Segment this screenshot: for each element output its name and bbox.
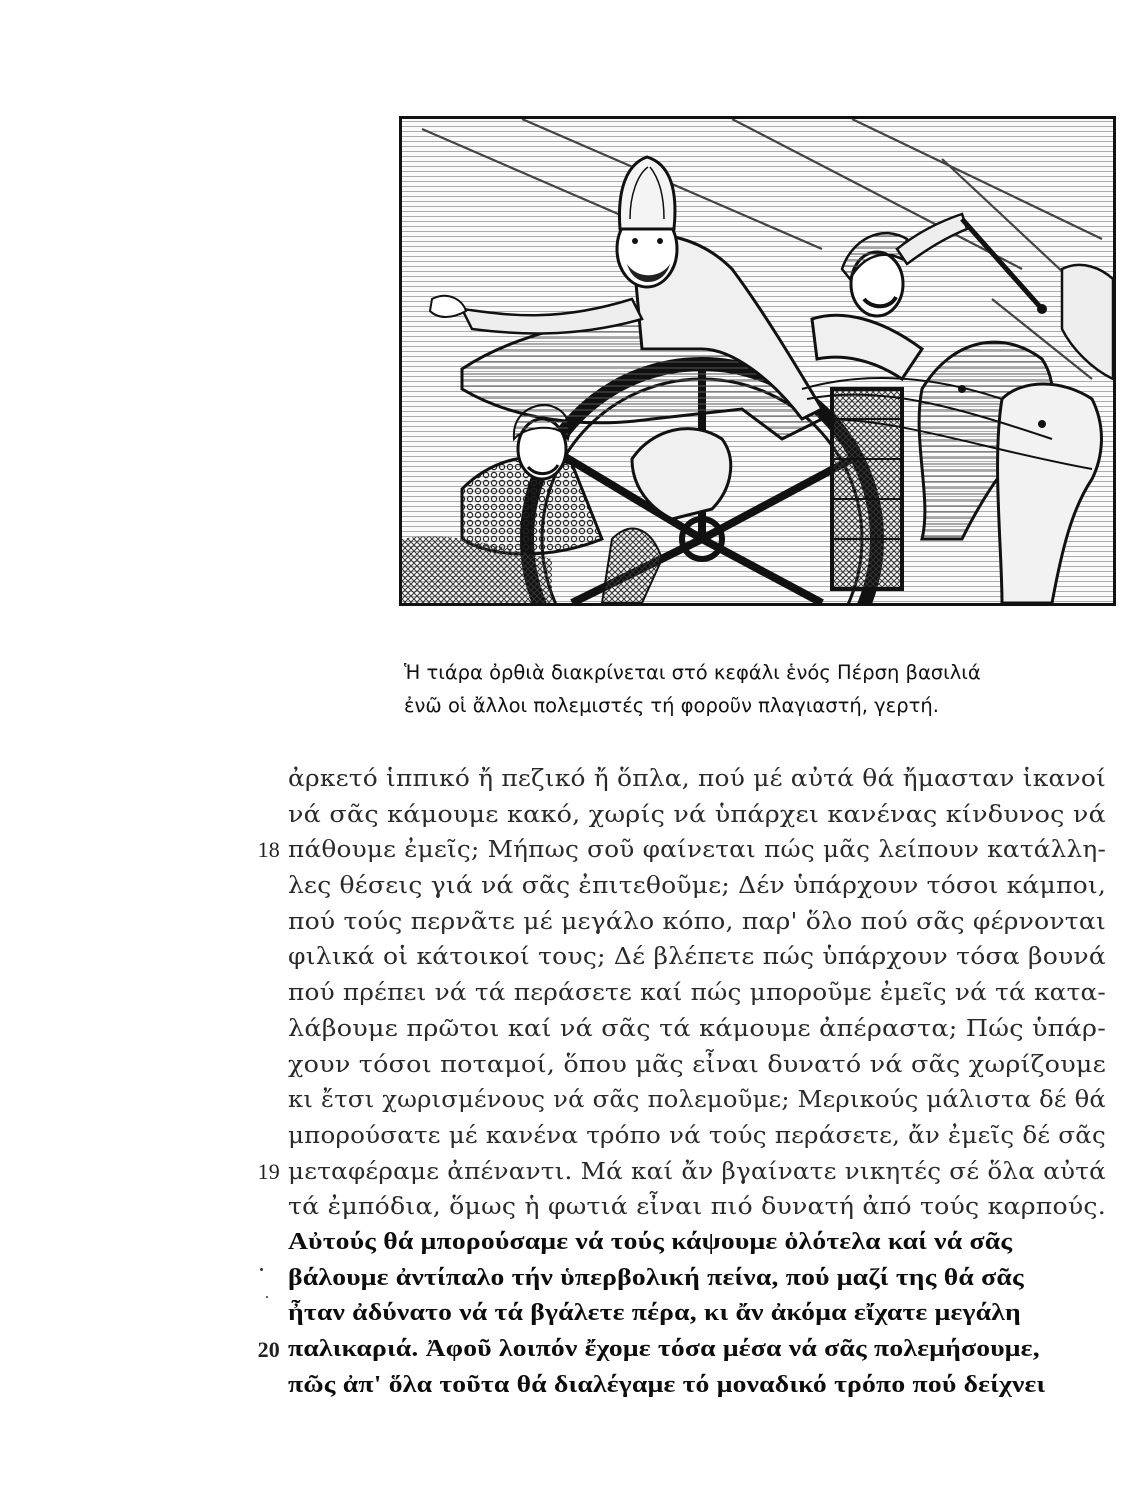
- text-line-content: παλικαριά. Ἀφοῦ λοιπόν ἔχομε τόσα μέσα νά σᾶς πολεμήσουμε,: [288, 1336, 1040, 1362]
- text-line-content: φιλικά οἱ κάτοικοί τους; Δέ βλέπετε πώς ὑπάρχουν τόσα βουνά: [288, 942, 1106, 971]
- engraving-illustration: [399, 116, 1116, 606]
- text-line: [288, 1082, 1108, 1118]
- text-line: [288, 1189, 1108, 1225]
- text-line: [288, 904, 1108, 940]
- text-line-content: ἀρκετό ἱππικό ἤ πεζικό ἤ ὅπλα, πού μέ αὐτά θά ἤμασταν ἱκανοί: [288, 764, 1106, 792]
- text-line: [288, 1118, 1108, 1154]
- text-line-content: κι ἔτσι χωρισμένους νά σᾶς πολεμοῦμε; Μερικούς μάλιστα δέ θά: [288, 1085, 1106, 1114]
- text-line: [288, 797, 1108, 833]
- text-line-content: Αὐτούς θά μπορούσαμε νά τούς κάψουμε ὁλότελα καί νά σᾶς: [288, 1228, 1013, 1255]
- caption-line-1: Ἡ τιάρα ὀρθιὰ διακρίνεται στό κεφάλι ἑνός Πέρση βασιλιά: [404, 661, 981, 684]
- text-line-content: πάθουμε ἐμεῖς; Μήπως σοῦ φαίνεται πώς μᾶς λείπουν κατάλλη-: [288, 835, 1107, 864]
- text-line: [288, 975, 1108, 1011]
- text-line: [288, 761, 1108, 797]
- text-line: [288, 1368, 1108, 1404]
- text-line: [257, 832, 1108, 868]
- text-line-content: νά σᾶς κάμουμε κακό, χωρίς νά ὑπάρχει κανένας κίνδυνος νά: [288, 799, 1106, 828]
- text-line-content: πῶς ἀπ' ὅλα τοῦτα θά διαλέγαμε τό μοναδικό τρόπο πού δείχνει: [288, 1371, 1046, 1398]
- text-line: [257, 1154, 1108, 1190]
- text-line-content: μεταφέραμε ἀπέναντι. Μά καί ἄν βγαίνατε νικητές σέ ὅλα αὐτά: [288, 1156, 1106, 1185]
- text-line: [288, 1225, 1108, 1261]
- line-number: 19: [257, 1158, 280, 1184]
- text-line-content: λάβουμε πρῶτοι καί νά σᾶς τά κάμουμε ἀπέραστα; Πώς ὑπάρ-: [288, 1013, 1107, 1042]
- text-line: [288, 939, 1108, 975]
- illustration-caption: [404, 656, 1104, 722]
- text-line: [288, 1296, 1108, 1332]
- text-line-content: μπορούσατε μέ κανένα τρόπο νά τούς περάσετε, ἄν ἐμεῖς δέ σᾶς: [288, 1120, 1106, 1149]
- persian-chariot-engraving-icon: [402, 119, 1113, 603]
- caption-line-2: ἐνῶ οἱ ἄλλοι πολεμιστές τή φοροῦν πλαγιαστή, γερτή.: [404, 694, 939, 717]
- text-line: [288, 1047, 1108, 1083]
- body-text: [257, 761, 1108, 1403]
- text-line-content: χουν τόσοι ποταμοί, ὅπου μᾶς εἶναι δυνατό νά σᾶς χωρίζουμε: [288, 1049, 1107, 1078]
- text-line-content: πού πρέπει νά τά περάσετε καί πώς μποροῦμε ἐμεῖς νά τά κατα-: [288, 978, 1106, 1007]
- text-line: [288, 1261, 1108, 1297]
- text-line-content: πού τούς περνᾶτε μέ μεγάλο κόπο, παρ' ὅλο πού σᾶς φέρνονται: [288, 906, 1106, 935]
- text-line-content: βάλουμε ἀντίπαλο τήν ὑπερβολική πείνα, πού μαζί της θά σᾶς: [288, 1264, 1024, 1291]
- text-line-content: λες θέσεις γιά νά σᾶς ἐπιτεθοῦμε; Δέν ὑπάρχουν τόσοι κάμποι,: [288, 871, 1107, 900]
- line-number: 20: [257, 1337, 280, 1362]
- text-line-content: ἦταν ἀδύνατο νά τά βγάλετε πέρα, κι ἄν ἀκόμα εἴχατε μεγάλη: [288, 1300, 1021, 1327]
- text-line: [288, 1011, 1108, 1047]
- text-line: [257, 1332, 1108, 1368]
- scan-speck: [260, 1268, 263, 1271]
- text-line-content: τά ἐμπόδια, ὅμως ἡ φωτιά εἶναι πιό δυνατή ἀπό τούς καρπούς.: [288, 1192, 1106, 1221]
- text-line: [288, 868, 1108, 904]
- line-number: 18: [257, 837, 280, 863]
- scan-speck: [266, 1296, 268, 1298]
